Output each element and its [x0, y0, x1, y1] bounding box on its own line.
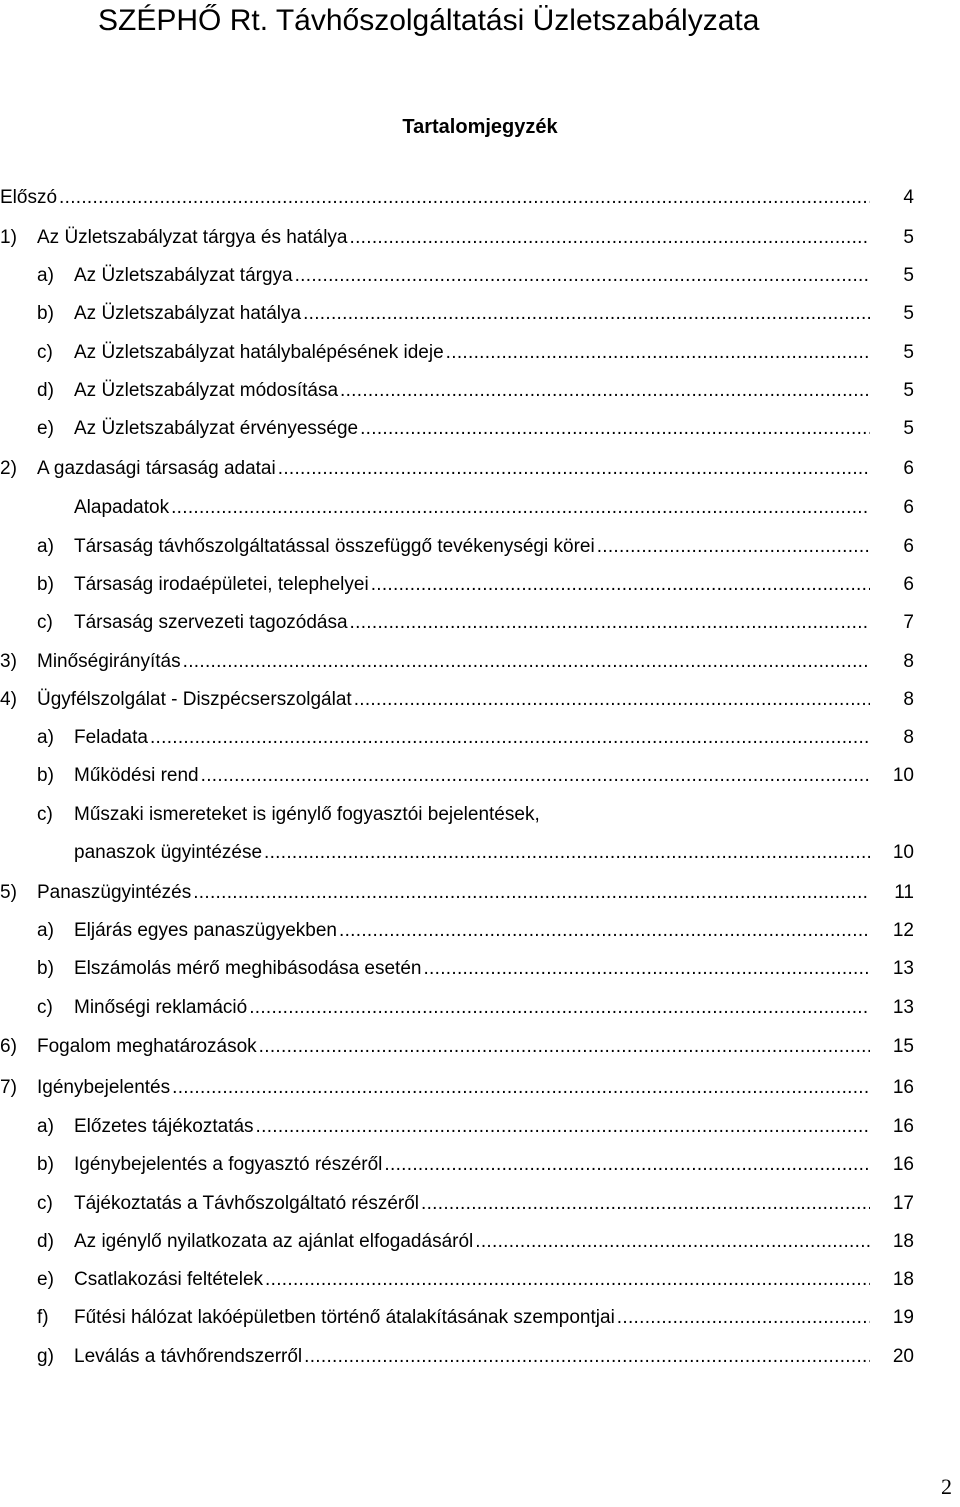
toc-leader-dots	[354, 686, 870, 714]
toc-leader-dots	[265, 1266, 870, 1294]
toc-entry-page: 16	[892, 1116, 914, 1137]
toc-entry[interactable]	[0, 224, 960, 252]
toc-entry-number: 7)	[0, 1077, 17, 1098]
toc-heading: Tartalomjegyzék	[402, 116, 558, 138]
toc-entry-page: 5	[903, 342, 914, 363]
toc-entry[interactable]	[0, 184, 960, 212]
toc-entry-text: Fogalom meghatározások	[37, 1036, 257, 1057]
toc-entry-label	[37, 262, 293, 290]
toc-entry-label	[37, 609, 348, 637]
toc-entry-page: 8	[903, 651, 914, 672]
toc-entry-text: Az Üzletszabályzat módosítása	[74, 380, 339, 401]
toc-entry-label	[37, 571, 369, 599]
toc-entry-text: Fűtési hálózat lakóépületben történő átalakításának szempontjai	[74, 1307, 615, 1328]
toc-leader-dots	[264, 839, 870, 867]
toc-entry-label	[37, 955, 421, 983]
toc-entry-page: 18	[892, 1231, 914, 1252]
toc-entry[interactable]	[0, 879, 960, 907]
toc-entry-label	[0, 1033, 257, 1061]
toc-entry-text: Műszaki ismereteket is igénylő fogyasztói bejelentések,	[74, 804, 540, 825]
toc-leader-dots	[295, 262, 870, 290]
toc-leader-dots	[193, 879, 870, 907]
toc-entry-number: 1)	[0, 227, 17, 248]
toc-entry-number: 6)	[0, 1036, 17, 1057]
toc-entry[interactable]	[37, 955, 960, 983]
toc-entry-label	[37, 762, 199, 790]
toc-leader-dots	[475, 1228, 870, 1256]
toc-entry[interactable]	[37, 801, 960, 829]
toc-entry-page: 16	[892, 1154, 914, 1175]
page-number: 2	[941, 1474, 952, 1499]
toc-entry-label	[37, 1151, 382, 1179]
toc-entry-number: c)	[37, 342, 53, 363]
toc-leader-dots	[350, 224, 871, 252]
toc-entry-page: 11	[894, 882, 914, 903]
toc-entry-number: b)	[37, 958, 54, 979]
toc-entry-number: 4)	[0, 689, 17, 710]
toc-entry-label	[37, 377, 338, 405]
toc-entry-text: Az Üzletszabályzat hatálybalépésének ideje	[74, 342, 444, 363]
toc-entry-label	[37, 1190, 419, 1218]
toc-entry-text: panaszok ügyintézése	[74, 842, 263, 863]
toc-entry-label	[37, 533, 595, 561]
toc-entry-text: Minőségi reklamáció	[74, 997, 248, 1018]
toc-leader-dots	[350, 609, 870, 637]
toc-entry-page: 12	[892, 920, 914, 941]
toc-entry-label	[37, 917, 337, 945]
toc-entry[interactable]	[0, 648, 960, 676]
toc-leader-dots	[249, 994, 870, 1022]
toc-entry-page: 6	[903, 536, 914, 557]
toc-leader-dots	[183, 648, 870, 676]
toc-entry[interactable]	[37, 762, 960, 790]
toc-entry[interactable]	[0, 1033, 960, 1061]
toc-entry-page: 7	[903, 612, 914, 633]
toc-entry-number: b)	[37, 1154, 54, 1175]
toc-entry-label	[37, 339, 444, 367]
toc-leader-dots	[339, 917, 870, 945]
toc-entry-page: 8	[903, 689, 914, 710]
toc-entry[interactable]	[37, 415, 960, 443]
toc-entry-page: 10	[892, 842, 914, 863]
toc-entry-label	[37, 300, 301, 328]
toc-entry-text: A gazdasági társaság adatai	[37, 458, 276, 479]
toc-entry-number: c)	[37, 612, 53, 633]
toc-entry-page: 19	[892, 1307, 914, 1328]
toc-leader-dots	[384, 1151, 870, 1179]
toc-entry-label	[37, 724, 148, 752]
toc-entry-number: f)	[37, 1307, 49, 1328]
toc-entry-text: Leválás a távhőrendszerről	[74, 1346, 303, 1367]
toc-entry-number: a)	[37, 727, 54, 748]
toc-entry[interactable]	[0, 455, 960, 483]
toc-entry-number: b)	[37, 574, 54, 595]
toc-entry-number: e)	[37, 418, 54, 439]
toc-leader-dots	[360, 415, 870, 443]
toc-leader-dots	[304, 1343, 870, 1371]
toc-entry[interactable]	[74, 494, 960, 522]
toc-entry-page: 15	[892, 1036, 914, 1057]
toc-entry-label	[37, 994, 247, 1022]
toc-entry-page: 6	[903, 497, 914, 518]
toc-entry[interactable]	[37, 1228, 960, 1256]
toc-entry-text: Ügyfélszolgálat - Diszpécserszolgálat	[37, 689, 352, 710]
toc-entry-page: 20	[892, 1346, 914, 1367]
toc-entry-page: 4	[903, 187, 914, 208]
toc-entry[interactable]	[0, 1074, 960, 1102]
toc-entry-text: Csatlakozási feltételek	[74, 1269, 264, 1290]
toc-entry-text: Panaszügyintézés	[37, 882, 192, 903]
toc-entry[interactable]	[37, 917, 960, 945]
toc-entry[interactable]	[37, 1266, 960, 1294]
toc-entry[interactable]	[37, 1190, 960, 1218]
toc-entry-number: c)	[37, 997, 53, 1018]
toc-entry-text: Tájékoztatás a Távhőszolgáltató részéről	[74, 1193, 419, 1214]
toc-entry-text: Társaság szervezeti tagozódása	[74, 612, 348, 633]
toc-entry-page: 13	[892, 997, 914, 1018]
toc-entry-page: 5	[903, 380, 914, 401]
toc-entry-number: 5)	[0, 882, 17, 903]
toc-entry-label	[0, 1074, 170, 1102]
toc-entry-text: Igénybejelentés a fogyasztó részéről	[74, 1154, 383, 1175]
toc-leader-dots	[256, 1113, 870, 1141]
toc-entry-number: 2)	[0, 458, 17, 479]
toc-leader-dots	[340, 377, 870, 405]
toc-entry-label	[74, 839, 262, 867]
toc-entry-text: Előszó	[0, 187, 58, 208]
toc-entry-page: 6	[903, 458, 914, 479]
toc-entry-number: e)	[37, 1269, 54, 1290]
toc-entry-label	[74, 494, 169, 522]
toc-entry[interactable]	[37, 300, 960, 328]
toc-leader-dots	[423, 955, 870, 983]
toc-leader-dots	[371, 571, 870, 599]
toc-entry-page: 6	[903, 574, 914, 595]
toc-entry-page: 5	[903, 303, 914, 324]
toc-entry-page: 8	[903, 727, 914, 748]
toc-entry-number: a)	[37, 1116, 54, 1137]
toc-entry[interactable]	[37, 609, 960, 637]
toc-entry-text: Az Üzletszabályzat hatálya	[74, 303, 302, 324]
toc-entry-text: Feladata	[74, 727, 148, 748]
toc-entry-text: Alapadatok	[74, 497, 170, 518]
toc-entry-label	[0, 879, 191, 907]
toc-entry-page: 5	[903, 227, 914, 248]
toc-entry[interactable]	[74, 839, 960, 867]
toc-entry-number: b)	[37, 765, 54, 786]
toc-entry-label	[0, 224, 348, 252]
toc-entry-text: Igénybejelentés	[37, 1077, 171, 1098]
toc-entry-text: Társaság irodaépületei, telephelyei	[74, 574, 369, 595]
toc-entry-label	[0, 686, 352, 714]
toc-entry-number: c)	[37, 1193, 53, 1214]
toc-entry-label	[37, 1113, 254, 1141]
toc-entry-label	[37, 415, 358, 443]
toc-entry-label	[37, 1343, 302, 1371]
toc-entry[interactable]	[0, 686, 960, 714]
toc-entry-number: b)	[37, 303, 54, 324]
toc-entry-number: d)	[37, 380, 54, 401]
toc-entry[interactable]	[37, 1151, 960, 1179]
toc-leader-dots	[201, 762, 870, 790]
toc-entry-number: a)	[37, 920, 54, 941]
toc-leader-dots	[259, 1033, 870, 1061]
toc-entry-number: a)	[37, 536, 54, 557]
toc-entry-number: a)	[37, 265, 54, 286]
toc-entry-label	[37, 1266, 263, 1294]
toc-entry-text: Az igénylő nyilatkozata az ajánlat elfogadásáról	[74, 1231, 474, 1252]
toc-entry-label	[37, 801, 540, 829]
toc-entry-number: c)	[37, 804, 53, 825]
toc-entry-page: 13	[892, 958, 914, 979]
toc-entry-text: Előzetes tájékoztatás	[74, 1116, 254, 1137]
toc-leader-dots	[446, 339, 870, 367]
toc-entry-text: Társaság távhőszolgáltatással összefüggő tevékenységi körei	[74, 536, 595, 557]
toc-entry-page: 18	[892, 1269, 914, 1290]
toc-entry[interactable]	[37, 1113, 960, 1141]
toc-entry-label	[37, 1228, 473, 1256]
toc-entry[interactable]	[37, 724, 960, 752]
toc-leader-dots	[278, 455, 870, 483]
toc-entry-label	[0, 648, 181, 676]
toc-entry-page: 5	[903, 418, 914, 439]
toc-entry[interactable]	[37, 377, 960, 405]
document-title: SZÉPHŐ Rt. Távhőszolgáltatási Üzletszabályzata	[98, 4, 760, 37]
toc-entry-label	[0, 455, 276, 483]
toc-entry-number: d)	[37, 1231, 54, 1252]
toc-entry[interactable]	[37, 339, 960, 367]
toc-entry[interactable]	[37, 533, 960, 561]
toc-leader-dots	[597, 533, 870, 561]
toc-entry-text: Az Üzletszabályzat tárgya és hatálya	[37, 227, 348, 248]
toc-entry-number: g)	[37, 1346, 54, 1367]
toc-entry-text: Működési rend	[74, 765, 199, 786]
toc-entry-text: Az Üzletszabályzat érvényessége	[74, 418, 359, 439]
toc-entry-text: Elszámolás mérő meghibásodása esetén	[74, 958, 422, 979]
toc-entry-page: 10	[892, 765, 914, 786]
toc-entry[interactable]	[37, 571, 960, 599]
toc-entry-label	[37, 1304, 615, 1332]
toc-entry-page: 17	[892, 1193, 914, 1214]
toc-entry-label	[0, 184, 57, 212]
toc-leader-dots	[617, 1304, 870, 1332]
toc-entry-page: 5	[903, 265, 914, 286]
toc-entry[interactable]	[37, 1343, 960, 1371]
toc-leader-dots	[59, 184, 870, 212]
toc-leader-dots	[171, 494, 870, 522]
toc-leader-dots	[172, 1074, 870, 1102]
toc-leader-dots	[421, 1190, 870, 1218]
toc-entry[interactable]	[37, 1304, 960, 1332]
toc-entry-number: 3)	[0, 651, 17, 672]
toc-entry[interactable]	[37, 262, 960, 290]
toc-entry-page: 16	[892, 1077, 914, 1098]
toc-entry-text: Eljárás egyes panaszügyekben	[74, 920, 338, 941]
toc-entry-text: Minőségirányítás	[37, 651, 181, 672]
toc-leader-dots	[303, 300, 870, 328]
toc-entry-text: Az Üzletszabályzat tárgya	[74, 265, 293, 286]
toc-leader-dots	[150, 724, 870, 752]
toc-entry[interactable]	[37, 994, 960, 1022]
